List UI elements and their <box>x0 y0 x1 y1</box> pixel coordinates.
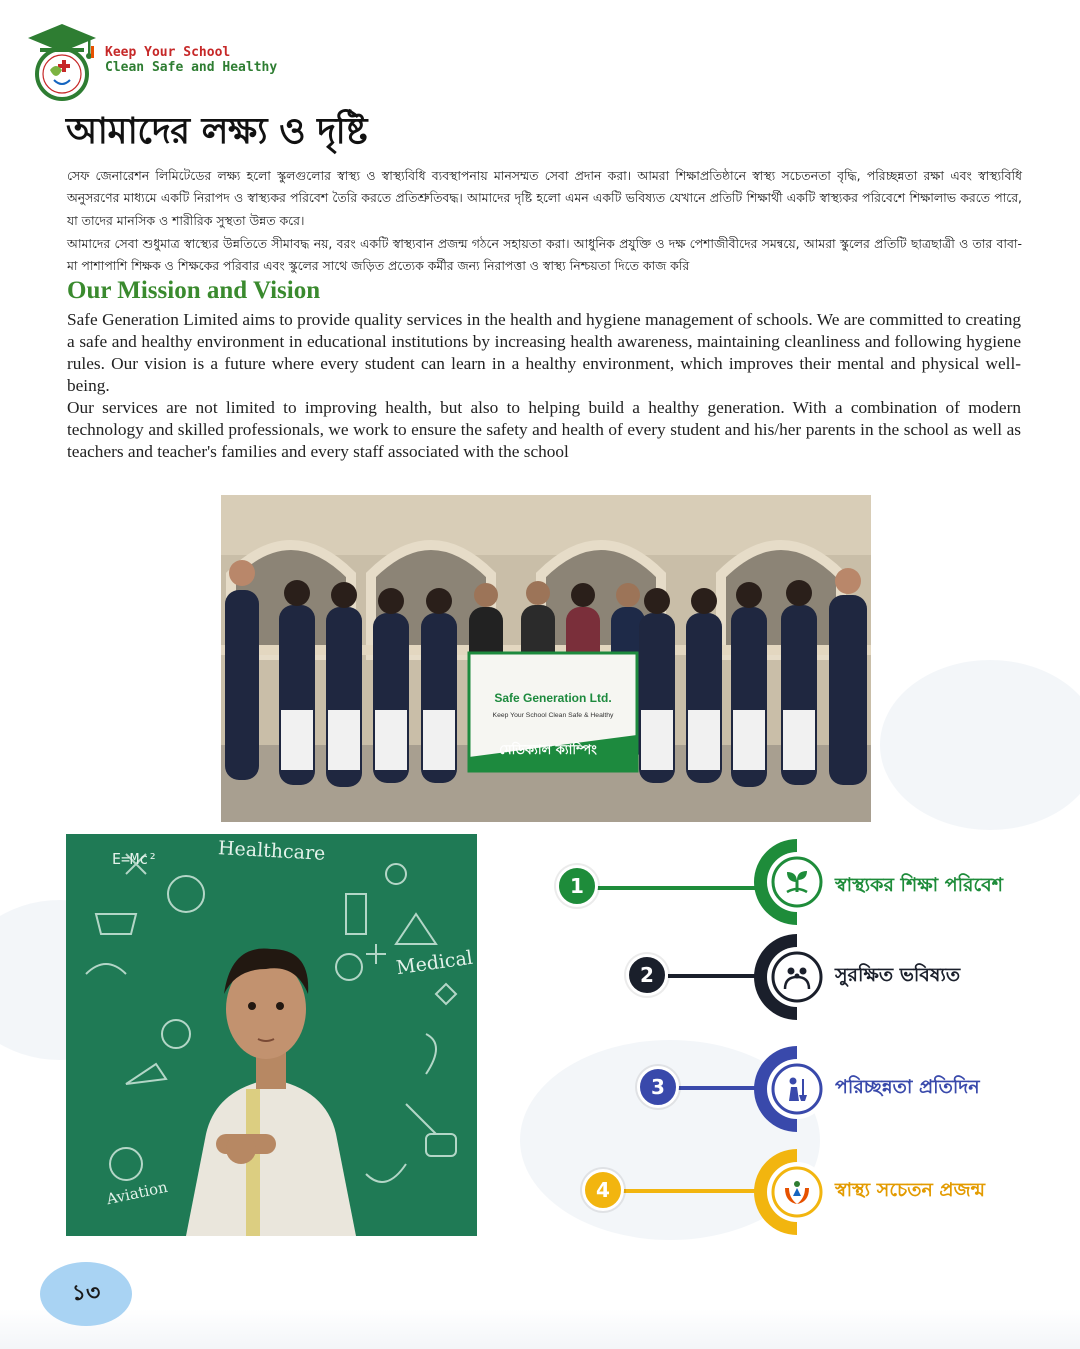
school-logo <box>26 22 98 102</box>
background-cloud <box>880 660 1080 830</box>
values-infographic <box>540 830 1060 1250</box>
step-1 <box>540 835 1060 935</box>
chalk-aviation-text: Aviation <box>104 1177 170 1209</box>
banner-bangla-text: মেডিক্যাল ক্যাম্পিং <box>499 743 597 758</box>
step-1-number: 1 <box>556 865 598 907</box>
tagline-line-1: Keep Your School <box>105 45 231 60</box>
step-3-connector <box>675 1086 760 1090</box>
step-1-connector <box>592 886 757 890</box>
step-4-connector <box>620 1189 760 1193</box>
step-3 <box>540 1042 1060 1142</box>
bangla-paragraph-1: সেফ জেনারেশন লিমিটেডের লক্ষ্য হলো স্কুলগুলোর স্বাস্থ্য ও স্বাস্থ্যবিধি ব্যবস্থাপনায় মানসম্মত সেবা প্রদান করা। আমরা শিক্ষাপ্রতিষ্ঠানে স্বাস্থ্য সচেতনতা বৃদ্ধি, পরিচ্ছন্নতা রক্ষা এবং স্বাস্থ্যবিধি অনুসরণের মাধ্যমে একটি নিরাপদ ও স্বাস্থ্যকর পরিবেশ তৈরি করতে প্রতিশ্রুতিবদ্ধ। আমাদের দৃষ্টি হলো এমন একটি ভবিষ্যত যেখানে প্রতিটি শিক্ষার্থী একটি স্বাস্থ্যকর পরিবেশে শিক্ষালাভ করতে পারে, যা তাদের মানসিক ও শারীরিক সুস্থতা উন্নত করে। <box>67 168 1022 228</box>
step-3-label: পরিচ্ছন্নতা প্রতিদিন <box>835 1076 980 1098</box>
english-paragraph-2: Our services are not limited to improving health, but also to helping build a healthy generation. With a combination of modern technology and skilled professionals, we work to ensure the safety and health of every student and his/her parents in the school as well as teachers and teacher's families and every staff associated with the school <box>67 398 1021 462</box>
step-4-label: স্বাস্থ্য সচেতন প্রজন্ম <box>835 1179 985 1201</box>
step-2-number: 2 <box>626 954 668 996</box>
step-3-number: 3 <box>637 1066 679 1108</box>
cleaning-icon <box>779 1071 815 1107</box>
mission-vision-heading: Our Mission and Vision <box>67 277 321 304</box>
bangla-title: আমাদের লক্ষ্য ও দৃষ্টি <box>66 110 367 152</box>
chalk-medical-text: Medical <box>394 946 475 980</box>
step-2-connector <box>668 974 760 978</box>
chalk-formula-text: E=Mc² <box>112 850 158 868</box>
english-paragraph-1: Safe Generation Limited aims to provide quality services in the health and hygiene management of schools. We are committed to creating a safe and healthy environment in educational institutions by increasing health awareness, maintaining cleanliness and following hygiene rules. Our vision is a future where every student can learn in a healthy environment, which improves their mental and physical well-being. <box>67 310 1021 396</box>
chalk-healthcare-text: Healthcare <box>217 837 326 865</box>
page-number: ১৩ <box>40 1262 132 1326</box>
step-1-label: স্বাস্থ্যকর শিক্ষা পরিবেশ <box>835 874 1003 896</box>
kid-chalkboard-photo <box>66 834 477 1236</box>
seedling-icon <box>779 864 815 900</box>
care-hands-icon <box>779 1174 815 1210</box>
step-4-number: 4 <box>582 1169 624 1211</box>
tagline <box>105 45 277 75</box>
tagline-line-2: Clean Safe and Healthy <box>105 60 278 75</box>
page-bottom-shade <box>0 1309 1080 1349</box>
group-photo <box>221 495 871 822</box>
banner-tagline: Keep Your School Clean Safe & Healthy <box>492 712 614 719</box>
step-2-label: সুরক্ষিত ভবিষ্যত <box>835 964 961 986</box>
step-2 <box>540 930 1060 1030</box>
step-4 <box>540 1145 1060 1245</box>
banner-title: Safe Generation Ltd. <box>494 691 612 705</box>
family-protect-icon <box>779 959 815 995</box>
tagline-accent-bar <box>91 46 94 58</box>
bangla-paragraph-2: আমাদের সেবা শুধুমাত্র স্বাস্থ্যের উন্নতিতে সীমাবদ্ধ নয়, বরং একটি স্বাস্থ্যবান প্রজন্ম গঠনে সহায়তা করা। আধুনিক প্রযুক্তি ও দক্ষ পেশাজীবীদের সমন্বয়ে, আমরা স্কুলের প্রতিটি ছাত্রছাত্রী ও তার বাবা-মা পাশাপাশি শিক্ষক ও শিক্ষকের পরিবার এবং স্কুলের সাথে জড়িত প্রত্যেক কর্মীর জন্য নিরাপত্তা ও স্বাস্থ্য নিশ্চয়তা দিতে কাজ করি <box>67 236 1022 274</box>
